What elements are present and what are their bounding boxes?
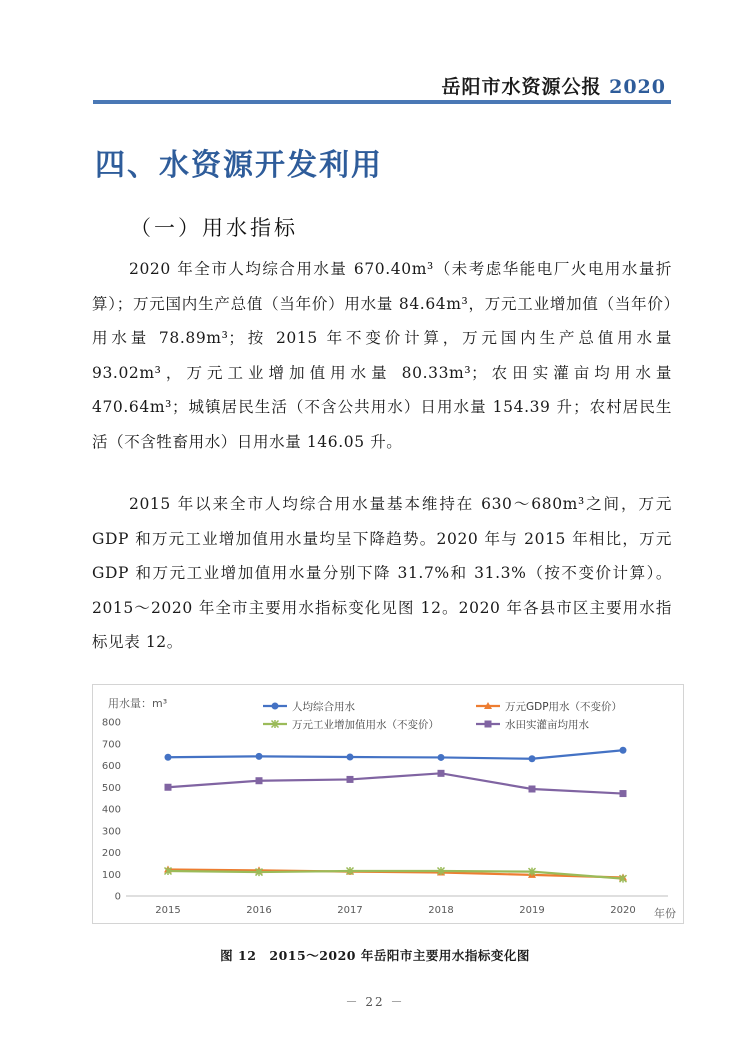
y-tick-label: 700 [101,739,121,751]
y-tick-label: 300 [101,826,121,838]
x-tick-label: 2017 [337,905,363,916]
data-point-1 [256,753,263,760]
y-tick-label: 0 [114,891,121,903]
legend-label: 万元GDP用水（不变价） [505,701,623,713]
y-tick-label: 800 [101,717,121,729]
section-title: 四、水资源开发利用 [95,148,383,183]
data-point-4 [347,776,354,783]
legend-swatch-marker [485,721,492,728]
data-point-1 [438,754,445,761]
data-point-4 [165,784,172,791]
series-line-4 [168,773,623,793]
data-point-1 [165,754,172,761]
paragraph-water-indicators: 2020 年全市人均综合用水量 670.40m³（未考虑华能电厂火电用水量折算）；万元国内生产总值（当年价）用水量 84.64m³，万元工业增加值（当年价）用水量 78.89m³；按 2015 年不变价计算，万元国内生产总值用水量 93.02m³，万元工业增加值用水量 80.33m³；农田实灌亩均用水量 470.64m³；城镇居民生活（不含公共用水）日用水量 154.39 升；农村居民生活（不含牲畜用水）日用水量 146.05 升。 [92,260,672,451]
x-tick-label: 2020 [610,905,636,916]
legend-label: 水田实灌亩均用水 [505,719,589,731]
data-point-1 [529,755,536,762]
data-point-4 [529,785,536,792]
header-title [441,72,666,99]
series-line-1 [168,750,623,758]
subsection-title: （一）用水指标 [130,216,298,240]
header-divider [93,100,671,104]
data-point-1 [620,747,627,754]
chart-canvas [93,685,683,923]
y-tick-label: 200 [101,848,121,859]
x-tick-label: 2019 [519,905,545,916]
y-tick-label: 500 [101,782,121,794]
water-use-chart [92,684,684,924]
y-tick-label: 400 [101,804,121,816]
legend-swatch-marker [272,703,279,710]
x-tick-label: 2015 [155,905,181,916]
figure-caption: 图 12 2015～2020 年岳阳市主要用水指标变化图 [220,948,530,963]
header-title-text: 岳阳市水资源公报 [441,76,602,98]
y-tick-label: 600 [101,761,121,772]
page-number: － 22 － [345,995,405,1009]
y-axis-label: 用水量：m³ [108,697,168,710]
data-point-4 [256,777,263,784]
header-year: 2020 [609,76,666,98]
x-tick-label: 2018 [428,905,454,916]
data-point-4 [438,770,445,777]
legend-label: 万元工业增加值用水（不变价） [292,719,439,731]
x-tick-label: 2016 [246,905,272,916]
paragraph-trend-summary: 2015 年以来全市人均综合用水量基本维持在 630～680m³之间，万元 GDP 和万元工业增加值用水量均呈下降趋势。2020 年与 2015 年相比，万元 GDP 和万元工业增加值用水量分别下降 31.7%和 31.3%（按不变价计算）。2015～2020 年全市主要用水指标变化见图 12。2020 年各县市区主要用水指标见表 12。 [92,495,672,651]
data-point-1 [347,754,354,761]
legend-label: 人均综合用水 [292,701,355,713]
y-tick-label: 100 [101,869,121,881]
data-point-4 [620,790,627,797]
x-axis-label: 年份 [654,907,676,920]
